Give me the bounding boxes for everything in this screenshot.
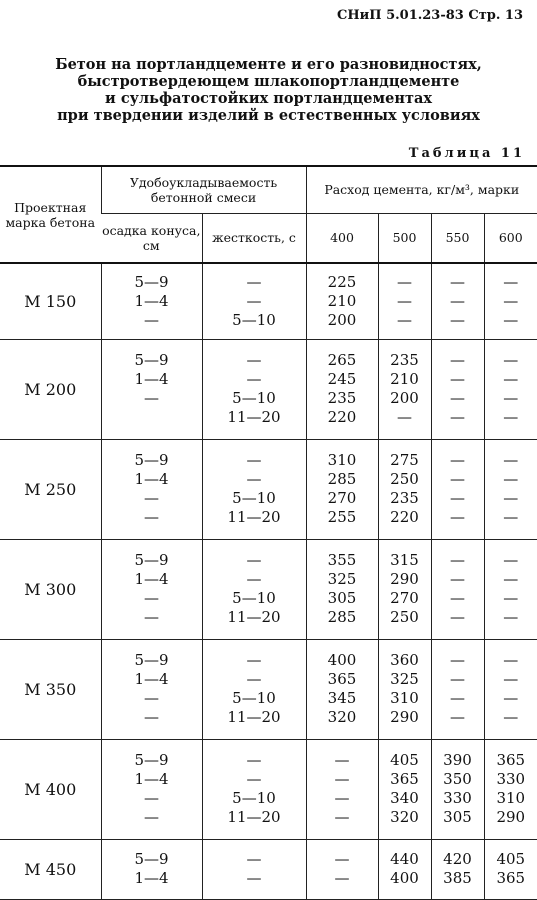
- table-row: [0, 439, 537, 539]
- cell-value: 330: [496, 770, 526, 788]
- header-workability: Удобоукладываемость бетонной смеси: [101, 166, 306, 213]
- cell-value: —: [450, 689, 465, 707]
- cell-value: —: [450, 351, 465, 369]
- header-cement-500: 500: [378, 213, 431, 263]
- cell-value: —: [144, 689, 159, 707]
- cell-c550: [431, 263, 484, 339]
- cell-value: —: [246, 850, 262, 868]
- cell-value: —: [246, 351, 262, 369]
- cell-value: 200: [327, 310, 357, 329]
- cell-c500: [378, 339, 431, 439]
- cell-value: —: [144, 708, 159, 726]
- cell-value: —: [334, 850, 350, 868]
- cell-c500: [378, 439, 431, 539]
- cell-value: 200: [390, 389, 419, 407]
- cell-value: —: [503, 551, 519, 569]
- cell-c600: [484, 339, 537, 439]
- cell-value: —: [246, 651, 262, 669]
- cell-value: —: [503, 708, 519, 726]
- cell-value: —: [334, 751, 350, 769]
- cell-value: —: [246, 670, 262, 688]
- cell-c600: [484, 639, 537, 739]
- cell-value: —: [144, 808, 159, 826]
- cell-value: 225: [327, 272, 357, 291]
- cell-value: 390: [443, 751, 472, 769]
- cell-value: 5—10: [232, 389, 276, 407]
- cell-value: 5—9: [134, 751, 169, 769]
- grade-cell: М 450: [0, 839, 101, 899]
- cell-value: 350: [443, 770, 472, 788]
- cell-value: 290: [496, 808, 526, 826]
- document-title: [0, 56, 537, 124]
- cell-value: —: [246, 570, 262, 588]
- cell-value: 255: [327, 508, 357, 526]
- page-header: СНиП 5.01.23-83 Стр. 13: [337, 8, 523, 23]
- grade-cell: М 350: [0, 639, 101, 739]
- cell-value: [102, 408, 202, 427]
- cell-c500: [378, 539, 431, 639]
- cell-value: —: [503, 351, 519, 369]
- cell-value: —: [503, 508, 519, 526]
- cell-stiffness: [202, 639, 306, 739]
- cell-value: 305: [327, 589, 357, 607]
- cell-value: 305: [443, 808, 472, 826]
- cell-value: 1—4: [134, 770, 169, 788]
- cell-value: 285: [327, 470, 357, 488]
- cell-value: 310: [390, 689, 419, 707]
- cell-stiffness: [202, 439, 306, 539]
- cell-c500: [378, 639, 431, 739]
- cell-value: —: [450, 651, 465, 669]
- cell-c600: [484, 739, 537, 839]
- cell-c600: [484, 439, 537, 539]
- header-stiffness: жесткость, с: [202, 213, 306, 263]
- cell-value: —: [503, 570, 519, 588]
- cell-value: —: [450, 451, 465, 469]
- cell-value: 290: [390, 708, 419, 726]
- cell-value: 345: [327, 689, 357, 707]
- cell-value: 220: [327, 408, 357, 426]
- cell-c550: [431, 839, 484, 899]
- cell-value: 210: [390, 370, 419, 388]
- cell-value: 365: [496, 869, 526, 887]
- cell-value: 210: [327, 291, 357, 310]
- cell-value: 5—10: [232, 689, 276, 707]
- header-grade: Проектная марка бетона: [0, 166, 101, 263]
- cell-value: —: [246, 451, 262, 469]
- cell-value: 285: [327, 608, 357, 626]
- cell-value: 235: [390, 351, 419, 369]
- cell-c500: [378, 839, 431, 899]
- cell-value: —: [450, 551, 465, 569]
- cell-value: 235: [390, 489, 419, 507]
- cell-value: 1—4: [134, 291, 169, 310]
- cell-stiffness: [202, 739, 306, 839]
- cell-value: —: [450, 291, 465, 310]
- cell-value: —: [450, 608, 465, 626]
- cell-value: —: [246, 272, 262, 291]
- cell-value: —: [334, 808, 350, 826]
- table-body: [0, 263, 537, 899]
- cell-value: 320: [390, 808, 419, 826]
- cell-value: —: [503, 272, 519, 291]
- cell-value: —: [246, 470, 262, 488]
- cell-c550: [431, 639, 484, 739]
- table-row: [0, 839, 537, 899]
- cell-slump: [101, 739, 202, 839]
- cell-value: 250: [390, 608, 419, 626]
- cell-value: —: [246, 370, 262, 388]
- cell-value: —: [144, 608, 159, 626]
- cell-c550: [431, 439, 484, 539]
- cell-c550: [431, 739, 484, 839]
- cell-value: —: [144, 310, 159, 329]
- cell-value: 220: [390, 508, 419, 526]
- cell-value: 5—9: [134, 351, 169, 369]
- cell-value: 5—9: [134, 551, 169, 569]
- cell-value: —: [450, 408, 465, 426]
- cell-value: —: [450, 570, 465, 588]
- cell-slump: [101, 339, 202, 439]
- cell-value: 11—20: [227, 508, 281, 526]
- title-line: при твердении изделий в естественных условиях: [57, 107, 480, 124]
- cell-c600: [484, 839, 537, 899]
- cell-value: 265: [327, 351, 357, 369]
- cell-c500: [378, 739, 431, 839]
- cell-value: —: [334, 770, 350, 788]
- table-row: [0, 639, 537, 739]
- cell-c600: [484, 539, 537, 639]
- cell-value: —: [144, 489, 159, 507]
- cell-value: —: [450, 389, 465, 407]
- cell-slump: [101, 839, 202, 899]
- cell-value: 365: [390, 770, 419, 788]
- cell-stiffness: [202, 539, 306, 639]
- cell-value: 405: [496, 850, 526, 868]
- cell-c400: [306, 739, 378, 839]
- title-line: Бетон на портландцементе и его разновидностях,: [55, 56, 482, 73]
- cell-value: —: [503, 689, 519, 707]
- cell-value: 270: [390, 589, 419, 607]
- cell-value: —: [450, 272, 465, 291]
- cell-slump: [101, 439, 202, 539]
- cell-c600: [484, 263, 537, 339]
- grade-cell: М 200: [0, 339, 101, 439]
- cell-value: 270: [327, 489, 357, 507]
- cement-consumption-table: [0, 165, 537, 900]
- cell-value: 1—4: [134, 670, 169, 688]
- cell-value: —: [450, 470, 465, 488]
- table-row: [0, 263, 537, 339]
- cell-value: —: [246, 869, 262, 887]
- cell-value: —: [144, 789, 159, 807]
- cell-slump: [101, 639, 202, 739]
- cell-value: 5—10: [232, 789, 276, 807]
- header-cement-400: 400: [306, 213, 378, 263]
- cell-value: —: [144, 589, 159, 607]
- title-line: быстротвердеющем шлакопортландцементе: [77, 73, 460, 90]
- header-cement: Расход цемента, кг/м³, марки: [306, 166, 537, 213]
- grade-cell: М 300: [0, 539, 101, 639]
- cell-value: —: [503, 291, 519, 310]
- cell-value: 1—4: [134, 570, 169, 588]
- cell-value: 310: [327, 451, 357, 469]
- cell-value: 5—9: [134, 451, 169, 469]
- cell-value: —: [450, 708, 465, 726]
- cell-value: —: [334, 869, 350, 887]
- cell-value: —: [450, 310, 465, 329]
- cell-value: 330: [443, 789, 472, 807]
- cell-value: —: [450, 370, 465, 388]
- cell-stiffness: [202, 263, 306, 339]
- cell-slump: [101, 539, 202, 639]
- cell-value: 440: [390, 850, 419, 868]
- cell-value: 5—10: [232, 489, 276, 507]
- cell-c400: [306, 339, 378, 439]
- table-row: [0, 539, 537, 639]
- cell-c400: [306, 839, 378, 899]
- cell-value: 360: [390, 651, 419, 669]
- cell-c500: [378, 263, 431, 339]
- cell-c400: [306, 263, 378, 339]
- cell-value: —: [397, 291, 412, 310]
- grade-cell: М 400: [0, 739, 101, 839]
- cell-value: 250: [390, 470, 419, 488]
- cell-value: 365: [496, 751, 526, 769]
- grade-cell: М 150: [0, 263, 101, 339]
- cell-value: 420: [443, 850, 472, 868]
- table-row: [0, 739, 537, 839]
- cell-value: 400: [327, 651, 357, 669]
- cell-value: 5—10: [232, 589, 276, 607]
- cell-value: —: [450, 489, 465, 507]
- cell-c400: [306, 639, 378, 739]
- cell-value: 340: [390, 789, 419, 807]
- cell-value: 1—4: [134, 370, 169, 388]
- title-line: и сульфатостойких портландцементах: [105, 90, 432, 107]
- cell-c550: [431, 339, 484, 439]
- cell-stiffness: [202, 339, 306, 439]
- cell-slump: [101, 263, 202, 339]
- cell-value: 315: [390, 551, 419, 569]
- cell-value: —: [503, 408, 519, 426]
- cell-value: —: [503, 651, 519, 669]
- cell-value: —: [246, 551, 262, 569]
- cell-value: 11—20: [227, 608, 281, 626]
- cell-value: 405: [390, 751, 419, 769]
- cell-value: —: [450, 589, 465, 607]
- cell-c550: [431, 539, 484, 639]
- cell-value: —: [144, 389, 159, 407]
- table-row: [0, 339, 537, 439]
- cell-value: —: [503, 589, 519, 607]
- cell-value: —: [450, 670, 465, 688]
- cell-value: 11—20: [227, 708, 281, 726]
- cell-value: 11—20: [227, 808, 281, 826]
- cell-value: 5—9: [134, 850, 169, 868]
- cell-value: —: [397, 272, 412, 291]
- cell-value: —: [503, 670, 519, 688]
- cell-value: —: [503, 370, 519, 388]
- cell-value: —: [246, 770, 262, 788]
- cell-value: 365: [327, 670, 357, 688]
- cell-value: —: [450, 508, 465, 526]
- cell-value: 325: [327, 570, 357, 588]
- cell-value: —: [503, 470, 519, 488]
- header-slump: осадка конуса, см: [101, 213, 202, 263]
- cell-value: 385: [443, 869, 472, 887]
- cell-value: 320: [327, 708, 357, 726]
- cell-value: 355: [327, 551, 357, 569]
- cell-value: —: [397, 408, 412, 426]
- cell-value: —: [334, 789, 350, 807]
- cell-value: —: [503, 389, 519, 407]
- header-cement-600: 600: [484, 213, 537, 263]
- cell-value: 1—4: [134, 869, 169, 887]
- cell-value: 325: [390, 670, 419, 688]
- cell-value: —: [246, 751, 262, 769]
- table-caption: Таблица 11: [408, 146, 525, 161]
- cell-value: 235: [327, 389, 357, 407]
- cell-value: 245: [327, 370, 357, 388]
- cell-value: —: [503, 451, 519, 469]
- cell-value: —: [397, 310, 412, 329]
- header-cement-550: 550: [431, 213, 484, 263]
- cell-value: —: [503, 489, 519, 507]
- cell-c400: [306, 539, 378, 639]
- cell-value: 400: [390, 869, 419, 887]
- cell-value: 1—4: [134, 470, 169, 488]
- cell-value: 5—10: [232, 310, 276, 329]
- cell-value: —: [503, 310, 519, 329]
- cell-stiffness: [202, 839, 306, 899]
- cell-value: 5—9: [134, 651, 169, 669]
- cell-value: 11—20: [227, 408, 281, 426]
- cell-value: —: [503, 608, 519, 626]
- cell-value: —: [144, 508, 159, 526]
- cell-c400: [306, 439, 378, 539]
- cell-value: 310: [496, 789, 526, 807]
- cell-value: —: [246, 291, 262, 310]
- cell-value: 275: [390, 451, 419, 469]
- grade-cell: М 250: [0, 439, 101, 539]
- cell-value: 290: [390, 570, 419, 588]
- cell-value: 5—9: [134, 272, 169, 291]
